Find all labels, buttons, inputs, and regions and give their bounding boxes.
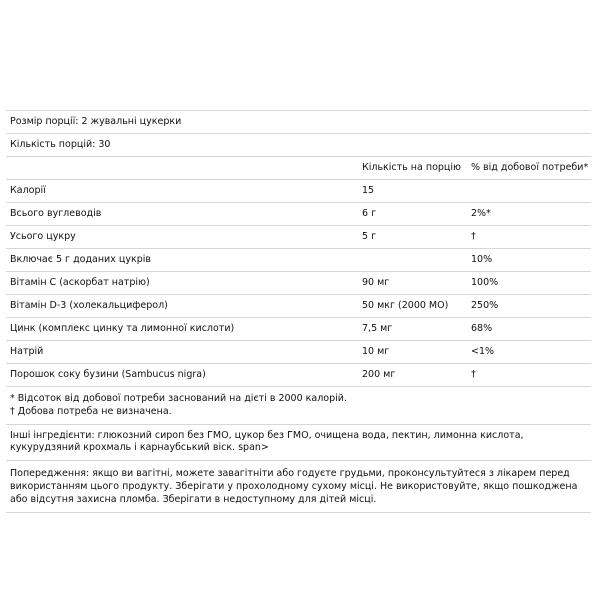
nutrient-amount: 10 мг — [362, 346, 390, 357]
supplement-facts-panel — [6, 110, 591, 513]
nutrient-dv: 2%* — [471, 208, 491, 219]
other-ingredients — [6, 425, 591, 461]
serving-size-row — [6, 111, 591, 134]
nutrient-dv: 250% — [471, 300, 499, 311]
table-row — [6, 295, 591, 318]
warning-text: Попередження: якщо ви вагітні, можете завагітніти або годуєте грудьми, проконсультуйтеся з лікарем перед використанням цього продукту. Зберігати у прохолодному сухому місці. Не використовуйте, якщо пошкоджена або відсутня захисна пломба. Зберігати в недоступному для дітей місці. — [10, 468, 578, 505]
nutrient-name: Усього цукру — [10, 231, 76, 242]
nutrient-amount: 7,5 мг — [362, 323, 393, 334]
nutrient-amount: 6 г — [362, 208, 377, 219]
nutrient-name: Цинк (комплекс цинку та лимонної кислоти) — [10, 323, 235, 334]
table-row — [6, 226, 591, 249]
nutrient-name: Порошок соку бузини (Sambucus nigra) — [10, 369, 206, 380]
nutrient-name: Калорії — [10, 185, 46, 196]
table-row — [6, 341, 591, 364]
nutrient-amount: 15 — [362, 185, 375, 196]
footnotes — [6, 387, 591, 425]
nutrient-dv: 10% — [471, 254, 493, 265]
amount-per-serving-header: Кількість на порцію — [362, 162, 462, 173]
table-row — [6, 203, 591, 226]
table-row — [6, 364, 591, 387]
nutrient-dv: <1% — [471, 346, 495, 357]
table-header-row — [6, 157, 591, 180]
nutrient-dv: † — [471, 231, 476, 242]
not-established-footnote: † Добова потреба не визначена. — [10, 406, 172, 417]
nutrient-amount: 90 мг — [362, 277, 390, 288]
serving-count: Кількість порцій: 30 — [10, 139, 111, 150]
nutrient-dv: 100% — [471, 277, 499, 288]
daily-value-footnote: * Відсоток від добової потреби заснований на дієті в 2000 калорій. — [10, 393, 347, 404]
table-row — [6, 272, 591, 295]
daily-value-header: % від добової потреби* — [471, 162, 589, 173]
table-row — [6, 249, 591, 272]
nutrient-name: Всього вуглеводів — [10, 208, 102, 219]
nutrient-dv: † — [471, 369, 476, 380]
nutrient-name: Вітамін D-3 (холекальциферол) — [10, 300, 168, 311]
table-row — [6, 180, 591, 203]
serving-size: Розмір порції: 2 жувальні цукерки — [10, 116, 182, 127]
nutrient-name: Включає 5 г доданих цукрів — [10, 254, 151, 265]
nutrient-amount: 200 мг — [362, 369, 396, 380]
warning — [6, 461, 591, 513]
nutrient-name: Натрій — [10, 346, 44, 357]
nutrient-amount: 5 г — [362, 231, 377, 242]
nutrient-dv: 68% — [471, 323, 493, 334]
table-row — [6, 318, 591, 341]
nutrient-amount: 50 мкг (2000 МО) — [362, 300, 449, 311]
other-ingredients-text: Інші інгредієнти: глюкозний сироп без ГМО, цукор без ГМО, очищена вода, пектин, лимонна кислота, кукурудзяний крохмаль і карнаубський віск. span> — [10, 430, 524, 453]
serving-count-row — [6, 134, 591, 157]
nutrient-name: Вітамін C (аскорбат натрію) — [10, 277, 150, 288]
